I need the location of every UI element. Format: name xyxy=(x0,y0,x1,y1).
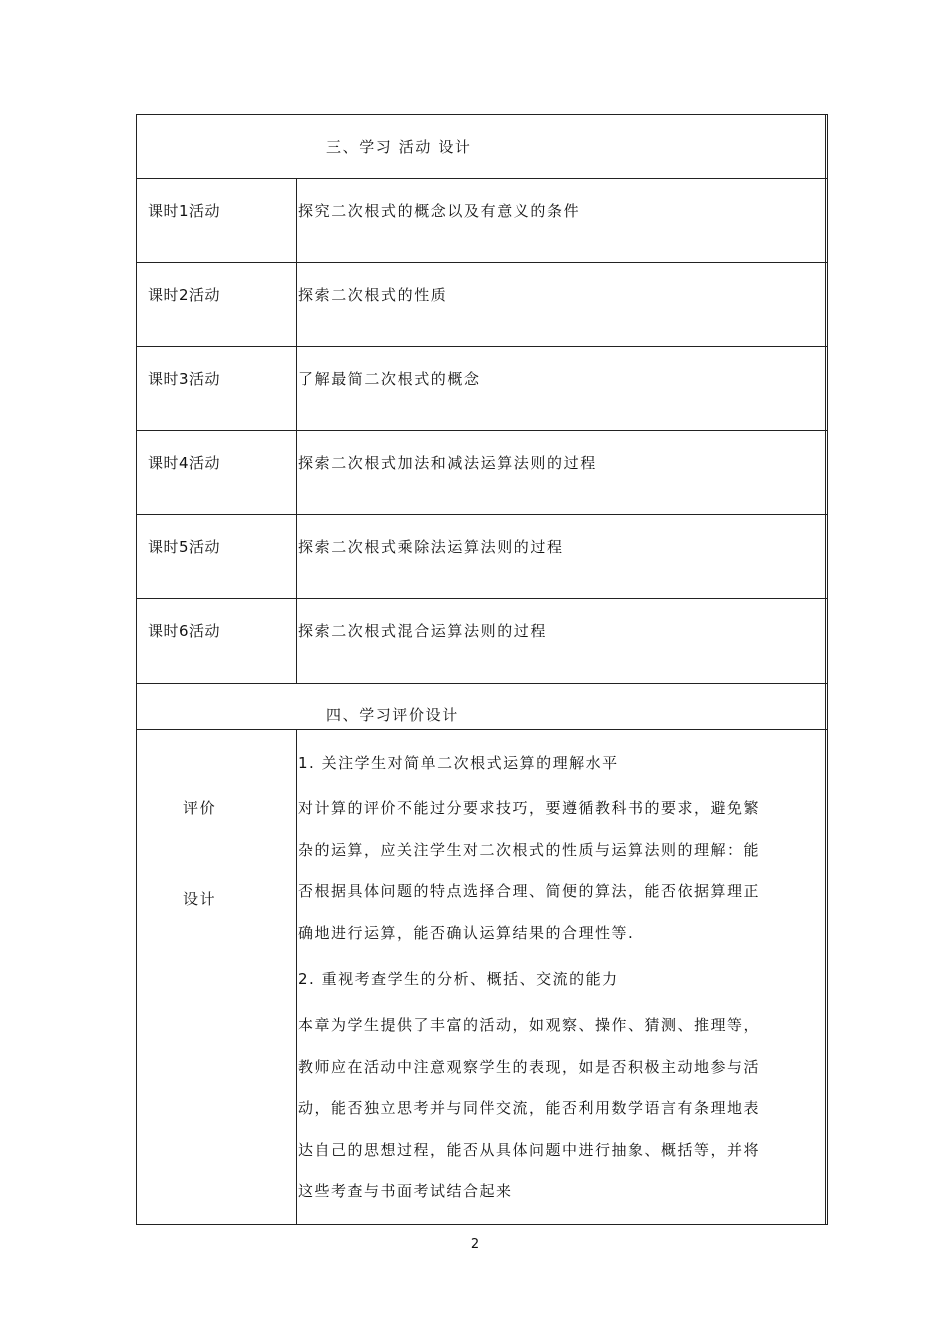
evaluation-text-line: 教师应在活动中注意观察学生的表现，如是否积极主动地参与活 xyxy=(298,1058,761,1076)
lesson-2-label: 课时2活动 xyxy=(148,286,221,304)
row-divider xyxy=(136,598,828,599)
table-border-top xyxy=(136,114,828,115)
row-divider xyxy=(136,683,828,684)
evaluation-text-line: 动，能否独立思考并与同伴交流，能否利用数学语言有条理地表 xyxy=(298,1099,761,1117)
evaluation-text-line: 否根据具体问题的特点选择合理、简便的算法，能否依据算理正 xyxy=(298,882,761,900)
evaluation-point-1-heading: 1. 关注学生对简单二次根式运算的理解水平 xyxy=(298,754,619,772)
evaluation-point-2-heading: 2. 重视考查学生的分析、概括、交流的能力 xyxy=(298,970,619,988)
section3-title: 三、学习 活动 设计 xyxy=(326,138,472,156)
column-divider xyxy=(296,178,297,683)
evaluation-text-line: 杂的运算，应关注学生对二次根式的性质与运算法则的理解：能 xyxy=(298,841,761,859)
table-border-left xyxy=(136,114,137,1225)
row-divider xyxy=(136,430,828,431)
evaluation-text-line: 这些考查与书面考试结合起来 xyxy=(298,1182,513,1200)
row-divider xyxy=(136,262,828,263)
evaluation-label-line1: 评价 xyxy=(183,799,217,817)
row-divider xyxy=(136,346,828,347)
lesson-2-content: 探索二次根式的性质 xyxy=(298,286,448,304)
lesson-6-label: 课时6活动 xyxy=(148,622,221,640)
lesson-6-content: 探索二次根式混合运算法则的过程 xyxy=(298,622,548,640)
lesson-4-content: 探索二次根式加法和减法运算法则的过程 xyxy=(298,454,597,472)
row-divider xyxy=(136,729,828,730)
evaluation-text-line: 达自己的思想过程，能否从具体问题中进行抽象、概括等，并将 xyxy=(298,1141,761,1159)
section4-title: 四、学习评价设计 xyxy=(326,706,459,724)
lesson-5-content: 探索二次根式乘除法运算法则的过程 xyxy=(298,538,564,556)
evaluation-text-line: 本章为学生提供了丰富的活动，如观察、操作、猜测、推理等， xyxy=(298,1016,761,1034)
lesson-1-content: 探究二次根式的概念以及有意义的条件 xyxy=(298,202,581,220)
evaluation-label-line2: 设计 xyxy=(183,890,217,908)
table-border-bottom xyxy=(136,1224,828,1225)
lesson-3-content: 了解最简二次根式的概念 xyxy=(298,370,481,388)
column-divider xyxy=(296,729,297,1224)
lesson-4-label: 课时4活动 xyxy=(148,454,221,472)
evaluation-text-line: 确地进行运算，能否确认运算结果的合理性等. xyxy=(298,924,635,942)
row-divider xyxy=(136,514,828,515)
evaluation-text-line: 对计算的评价不能过分要求技巧，要遵循教科书的要求，避免繁 xyxy=(298,799,761,817)
row-divider xyxy=(136,178,828,179)
lesson-1-label: 课时1活动 xyxy=(148,202,221,220)
page-number: 2 xyxy=(470,1237,480,1252)
lesson-5-label: 课时5活动 xyxy=(148,538,221,556)
lesson-3-label: 课时3活动 xyxy=(148,370,221,388)
